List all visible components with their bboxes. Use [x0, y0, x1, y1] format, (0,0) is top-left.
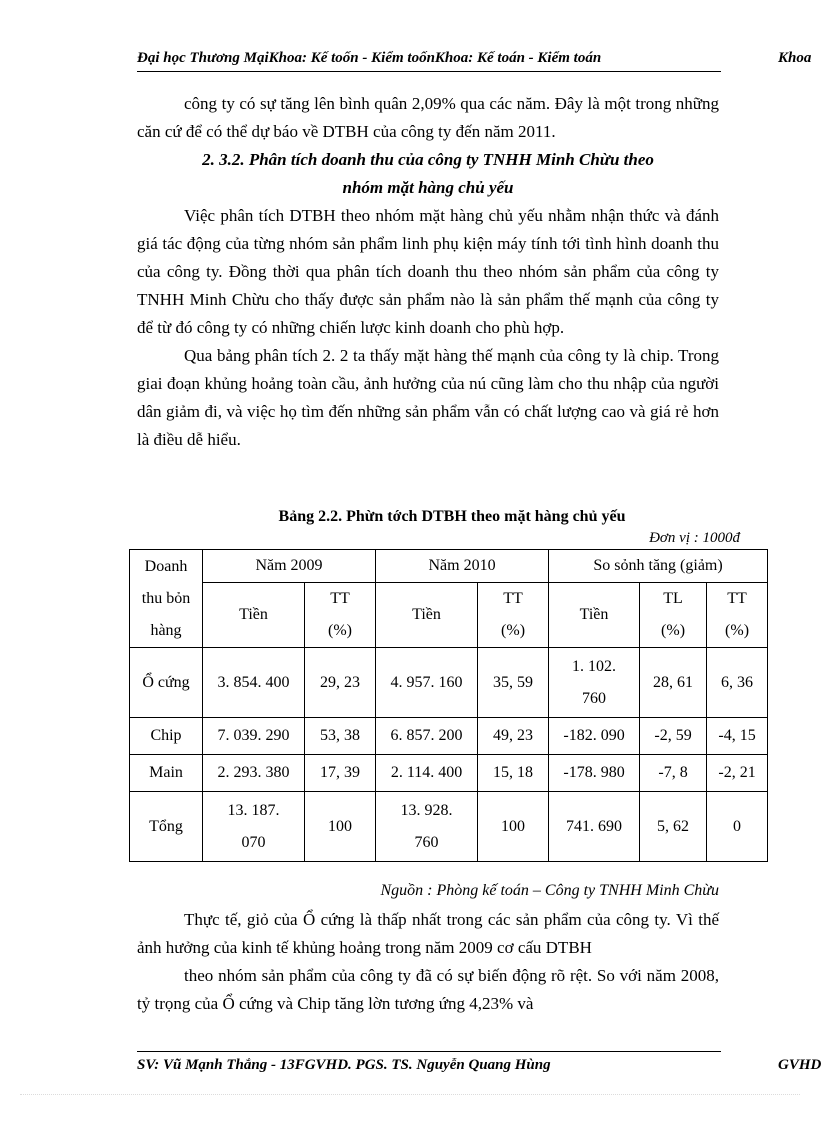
tt-label: TT	[330, 590, 350, 607]
cell-tien-2010: 6. 857. 200	[376, 718, 478, 755]
tt-unit: (%)	[501, 622, 526, 639]
cell-tien-2010: 2. 114. 400	[376, 755, 478, 792]
tt-unit: (%)	[328, 622, 352, 639]
footer-rule	[137, 1051, 721, 1052]
cell-tien-compare: -178. 980	[549, 755, 640, 792]
table-unit: Đơn vị : 1000đ	[649, 530, 740, 546]
cell-tt-2009: 53, 38	[305, 718, 376, 755]
cell-tt-compare: -2, 21	[707, 755, 768, 792]
cell-tien-compare	[549, 648, 640, 718]
cell-tt-2009: 29, 23	[305, 648, 376, 718]
table-header-row-1	[130, 550, 768, 583]
paragraph-3: Qua bảng phân tích 2. 2 ta thấy mặt hàng thế mạnh của công ty là chip. Trong giai đoạn khủng hoảng toàn cầu, ảnh hưởng của nú cũng làm cho thu nhập của người dân giảm đi, và việc họ tìm đến những sản phẩm vẫn có chất lượng cao và giá rẻ hơn là điều dễ hiểu.	[137, 346, 719, 449]
tt-label: TT	[727, 590, 747, 607]
body-section-2	[137, 906, 719, 1018]
header-cell-2009: Năm 2009	[203, 550, 376, 583]
cell-tt-compare: 6, 36	[707, 648, 768, 718]
table-row	[130, 718, 768, 755]
table-source: Nguồn : Phòng kế toán – Công ty TNHH Minh Chừu	[380, 882, 719, 899]
row-label: Main	[130, 755, 203, 792]
cell-line: 13. 187.	[227, 801, 280, 819]
header-tien-2009: Tiền	[203, 583, 305, 648]
cell-tien-2009: 7. 039. 290	[203, 718, 305, 755]
cell-tl-compare: -2, 59	[640, 718, 707, 755]
cell-line: 760	[414, 833, 439, 851]
header-revenue-line2: thu bỏn	[141, 589, 191, 607]
header-revenue-line1: Doanh	[144, 557, 188, 575]
header-rule	[137, 71, 721, 72]
cell-tl-compare: -7, 8	[640, 755, 707, 792]
row-label: Tổng	[130, 792, 203, 862]
cell-line: 760	[582, 689, 607, 707]
cell-tl-compare: 28, 61	[640, 648, 707, 718]
header-tl-compare	[640, 583, 707, 648]
header-left-text: Đại học Thương MạiKhoa: Kế toốn - Kiểm toốnKhoa: Kế toán - Kiểm toán	[137, 50, 602, 66]
cell-line: 13. 928.	[400, 801, 453, 819]
header-tien-compare: Tiền	[549, 583, 640, 648]
paragraph-2: Việc phân tích DTBH theo nhóm mặt hàng chủ yếu nhằm nhận thức và đánh giá tác động của từng nhóm sản phẩm linh phụ kiện máy tính tới tình hình doanh thu của công ty. Đồng thời qua phân tích doanh thu theo nhóm sản phẩm của công ty TNHH Minh Chừu cho thấy được sản phẩm nào là sản phẩm thế mạnh của công ty để từ đó công ty có những chiến lược kinh doanh cho phù hợp.	[137, 206, 719, 337]
table-caption: Bảng 2.2. Phừn tớch DTBH theo mặt hàng chủ yếu	[278, 508, 626, 525]
cell-line: 1. 102.	[572, 657, 617, 675]
cell-tt-2009: 17, 39	[305, 755, 376, 792]
row-label: Chip	[130, 718, 203, 755]
header-tt-2009	[305, 583, 376, 648]
cell-tt-2010: 35, 59	[478, 648, 549, 718]
cell-tt-compare: 0	[707, 792, 768, 862]
paragraph-4: Thực tế, giỏ của Ổ cứng là thấp nhất trong các sản phẩm của công ty. Vì thế ảnh hưởng của kinh tế khủng hoảng trong năm 2009 cơ cấu DTBH	[137, 910, 719, 957]
page-bottom-border	[20, 1094, 800, 1095]
header-cell-revenue	[130, 550, 203, 648]
cell-tien-2009: 3. 854. 400	[203, 648, 305, 718]
cell-line: 070	[241, 833, 266, 851]
tt-label: TT	[503, 590, 523, 607]
header-tien-2010: Tiền	[376, 583, 478, 648]
tl-label: TL	[663, 590, 683, 607]
cell-tt-compare: -4, 15	[707, 718, 768, 755]
cell-tien-compare: 741. 690	[549, 792, 640, 862]
revenue-table	[129, 549, 768, 862]
cell-tt-2009: 100	[305, 792, 376, 862]
row-label: Ổ cứng	[130, 648, 203, 718]
cell-tt-2010: 15, 18	[478, 755, 549, 792]
tt-unit: (%)	[725, 622, 750, 639]
body-section-1	[137, 90, 719, 454]
table-row	[130, 648, 768, 718]
section-heading-line-2: nhóm mặt hàng chủ yếu	[342, 178, 514, 197]
header-right-text: Khoa	[778, 50, 812, 66]
header-cell-compare: So sỏnh tăng (giảm)	[549, 550, 768, 583]
cell-tien-2010: 4. 957. 160	[376, 648, 478, 718]
cell-tien-2010	[376, 792, 478, 862]
cell-tien-2009: 2. 293. 380	[203, 755, 305, 792]
cell-tl-compare: 5, 62	[640, 792, 707, 862]
tl-unit: (%)	[661, 622, 686, 639]
footer-right-text: GVHD	[778, 1057, 821, 1073]
table-row	[130, 755, 768, 792]
cell-tien-2009	[203, 792, 305, 862]
footer-left-text: SV: Vũ Mạnh Thắng - 13FGVHD. PGS. TS. Nguyễn Quang Hùng	[137, 1057, 551, 1073]
header-tt-2010	[478, 583, 549, 648]
table-header-row-2	[130, 583, 768, 648]
cell-tt-2010: 49, 23	[478, 718, 549, 755]
page-header	[137, 48, 816, 72]
page-footer	[137, 1057, 821, 1079]
cell-tien-compare: -182. 090	[549, 718, 640, 755]
cell-tt-2010: 100	[478, 792, 549, 862]
section-heading-line-1: 2. 3.2. Phân tích doanh thu của công ty TNHH Minh Chừu theo	[202, 150, 654, 169]
header-revenue-line3: hàng	[150, 621, 182, 639]
header-tt-compare	[707, 583, 768, 648]
paragraph-5: theo nhóm sản phẩm của công ty đã có sự biến động rõ rệt. So với năm 2008, tỷ trọng của Ổ cứng và Chip tăng lờn tương ứng 4,23% và	[137, 966, 719, 1013]
header-cell-2010: Năm 2010	[376, 550, 549, 583]
paragraph-1: công ty có sự tăng lên bình quân 2,09% qua các năm. Đây là một trong những căn cứ để có thể dự báo về DTBH của công ty đến năm 2011.	[137, 94, 719, 141]
table-row-total	[130, 792, 768, 862]
